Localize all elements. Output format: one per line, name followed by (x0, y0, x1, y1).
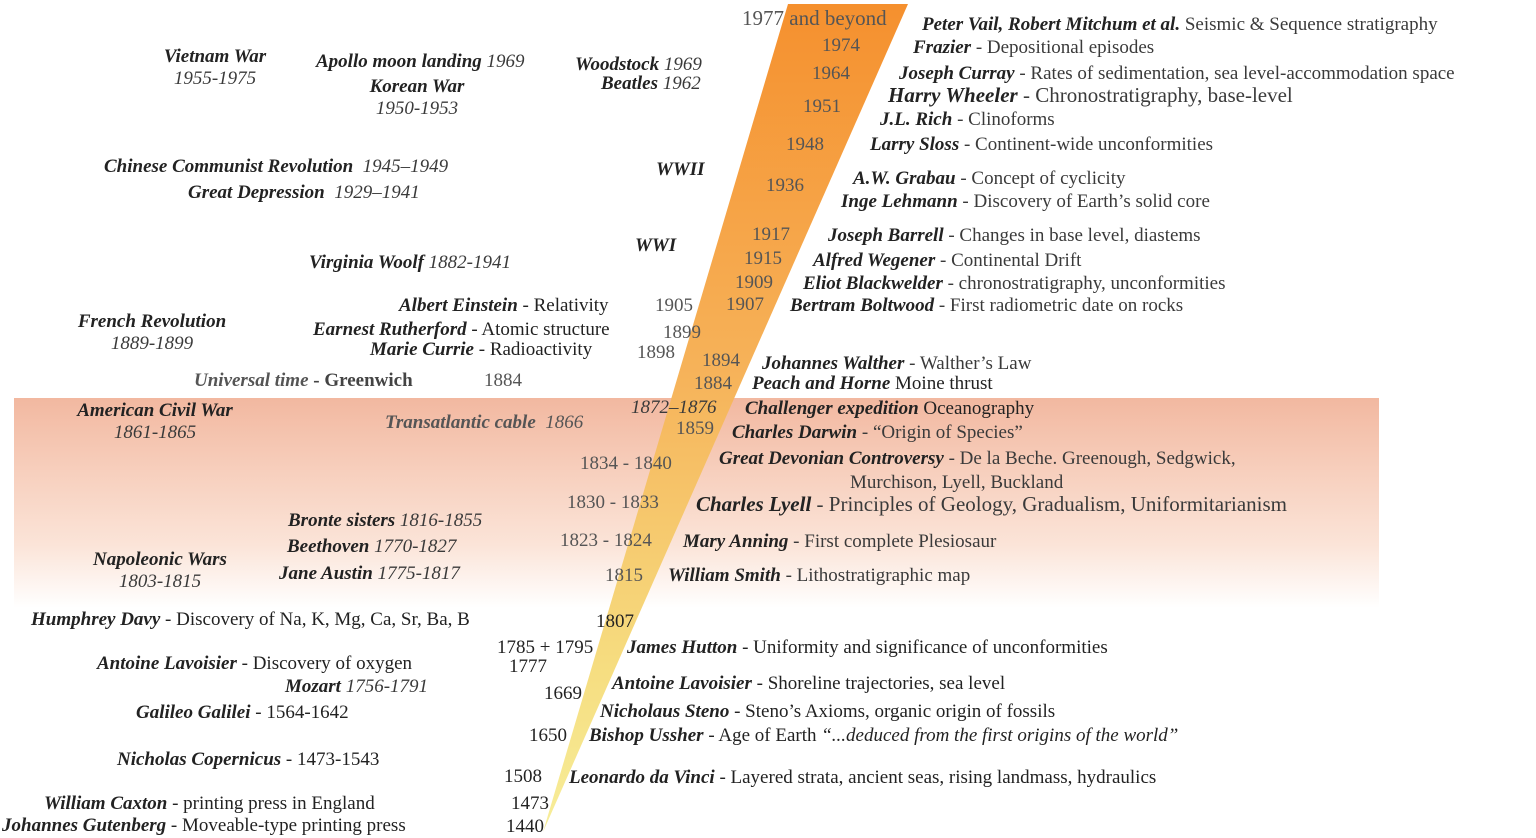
year-1899: 1899 (663, 322, 701, 343)
year-1917: 1917 (752, 224, 790, 245)
year-1834: 1834 - 1840 (580, 453, 672, 474)
event-gutenberg: Johannes Gutenberg - Moveable-type printing press (2, 815, 406, 836)
entry-wegener: Alfred Wegener - Continental Drift (813, 250, 1082, 271)
year-1951: 1951 (803, 96, 841, 117)
year-1907: 1907 (726, 294, 764, 315)
year-1650: 1650 (529, 725, 567, 746)
event-vietnam: Vietnam War 1955-1975 (163, 46, 267, 89)
event-copernicus: Nicholas Copernicus - 1473-1543 (117, 749, 380, 770)
event-chinese-revolution: Chinese Communist Revolution 1945–1949 (104, 156, 449, 177)
year-1977: 1977 and beyond (742, 6, 887, 30)
year-1815: 1815 (605, 565, 643, 586)
year-1785: 1785 + 1795 (497, 637, 594, 658)
year-1915: 1915 (744, 248, 782, 269)
entry-smith: William Smith - Lithostratigraphic map (668, 565, 971, 586)
year-1823: 1823 - 1824 (560, 530, 652, 551)
event-galileo: Galileo Galilei - 1564-1642 (136, 702, 349, 723)
entry-lavoisier-right: Antoine Lavoisier - Shoreline trajectories, sea level (612, 673, 1006, 694)
entry-wheeler: Harry Wheeler - Chronostratigraphy, base-level (888, 83, 1293, 107)
year-1909: 1909 (735, 272, 773, 293)
year-1905: 1905 (655, 295, 693, 316)
event-currie: Marie Currie - Radioactivity (370, 339, 593, 360)
event-woodstock: Woodstock 1969 (575, 54, 702, 75)
entry-steno: Nicholaus Steno - Steno’s Axioms, organic origin of fossils (600, 701, 1056, 722)
event-davy: Humphrey Davy - Discovery of Na, K, Mg, Ca, Sr, Ba, B (31, 609, 470, 630)
year-1508: 1508 (504, 766, 542, 787)
event-beatles: Beatles 1962 (601, 73, 701, 94)
event-austin: Jane Austin 1775-1817 (279, 563, 460, 584)
year-1669: 1669 (544, 683, 582, 704)
entry-barrell: Joseph Barrell - Changes in base level, diastems (828, 225, 1201, 246)
entry-lehmann: Inge Lehmann - Discovery of Earth’s solid core (841, 191, 1210, 212)
year-1884-right: 1884 (694, 373, 732, 394)
event-bronte: Bronte sisters 1816-1855 (288, 510, 483, 531)
year-1473: 1473 (511, 793, 549, 814)
event-wwii: WWII (656, 159, 705, 180)
year-1894: 1894 (702, 350, 740, 371)
year-1859: 1859 (676, 418, 714, 439)
entry-devonian-cont: Murchison, Lyell, Buckland (850, 472, 1064, 493)
entry-peach-horne: Peach and Horne Moine thrust (752, 373, 993, 394)
year-1936: 1936 (766, 175, 804, 196)
year-1948: 1948 (786, 134, 824, 155)
entry-devonian: Great Devonian Controversy - De la Beche. Greenough, Sedgwick, (719, 448, 1236, 469)
event-napoleonic: Napoleonic Wars 1803-1815 (93, 549, 227, 592)
entry-frazier: Frazier - Depositional episodes (913, 37, 1155, 58)
year-1974: 1974 (822, 35, 860, 56)
entry-vail: Peter Vail, Robert Mitchum et al. Seismic & Sequence stratigraphy (922, 14, 1438, 35)
entry-challenger: Challenger expedition Oceanography (745, 398, 1035, 419)
event-mozart: Mozart 1756-1791 (285, 676, 429, 697)
event-great-depression: Great Depression 1929–1941 (188, 182, 420, 203)
entry-ussher: Bishop Ussher - Age of Earth “...deduced from the first origins of the world” (589, 725, 1179, 746)
entry-curray: Joseph Curray - Rates of sedimentation, sea level-accommodation space (899, 63, 1455, 84)
year-1884-left: 1884 (484, 370, 522, 391)
event-wwi: WWI (635, 235, 677, 256)
entry-blackwelder: Eliot Blackwelder - chronostratigraphy, unconformities (803, 273, 1226, 294)
year-1872: 1872–1876 (631, 397, 717, 418)
event-einstein: Albert Einstein - Relativity (399, 295, 609, 316)
event-korean: Korean War 1950-1953 (369, 76, 465, 119)
entry-anning: Mary Anning - First complete Plesiosaur (683, 531, 997, 552)
event-caxton: William Caxton - printing press in England (44, 793, 375, 814)
entry-lyell: Charles Lyell - Principles of Geology, Gradualism, Uniformitarianism (696, 492, 1288, 516)
event-universal-time: Universal time - Greenwich (194, 370, 413, 391)
event-woolf: Virginia Woolf 1882-1941 (309, 252, 511, 273)
year-1807: 1807 (596, 611, 634, 632)
year-1964: 1964 (812, 63, 850, 84)
entry-hutton: James Hutton - Uniformity and significance of unconformities (627, 637, 1108, 658)
event-rutherford: Earnest Rutherford - Atomic structure (313, 319, 610, 340)
entry-grabau: A.W. Grabau - Concept of cyclicity (853, 168, 1126, 189)
entry-darwin: Charles Darwin - “Origin of Species” (732, 422, 1023, 443)
year-1898: 1898 (637, 342, 675, 363)
entry-walther: Johannes Walther - Walther’s Law (762, 353, 1032, 374)
entry-boltwood: Bertram Boltwood - First radiometric date on rocks (790, 295, 1184, 316)
event-french-revolution: French Revolution 1889-1899 (77, 311, 227, 354)
event-beethoven: Beethoven 1770-1827 (287, 536, 457, 557)
event-apollo: Apollo moon landing 1969 (316, 51, 525, 72)
event-transatlantic-cable: Transatlantic cable 1866 (385, 412, 584, 433)
year-1830: 1830 - 1833 (567, 492, 659, 513)
event-civil-war: American Civil War 1861-1865 (77, 400, 233, 443)
year-1440: 1440 (506, 816, 544, 837)
year-1777: 1777 (509, 656, 547, 677)
entry-rich: J.L. Rich - Clinoforms (880, 109, 1055, 130)
entry-sloss: Larry Sloss - Continent-wide unconformities (870, 134, 1214, 155)
entry-davinci: Leonardo da Vinci - Layered strata, ancient seas, rising landmass, hydraulics (569, 767, 1157, 788)
event-lavoisier-left: Antoine Lavoisier - Discovery of oxygen (97, 653, 413, 674)
